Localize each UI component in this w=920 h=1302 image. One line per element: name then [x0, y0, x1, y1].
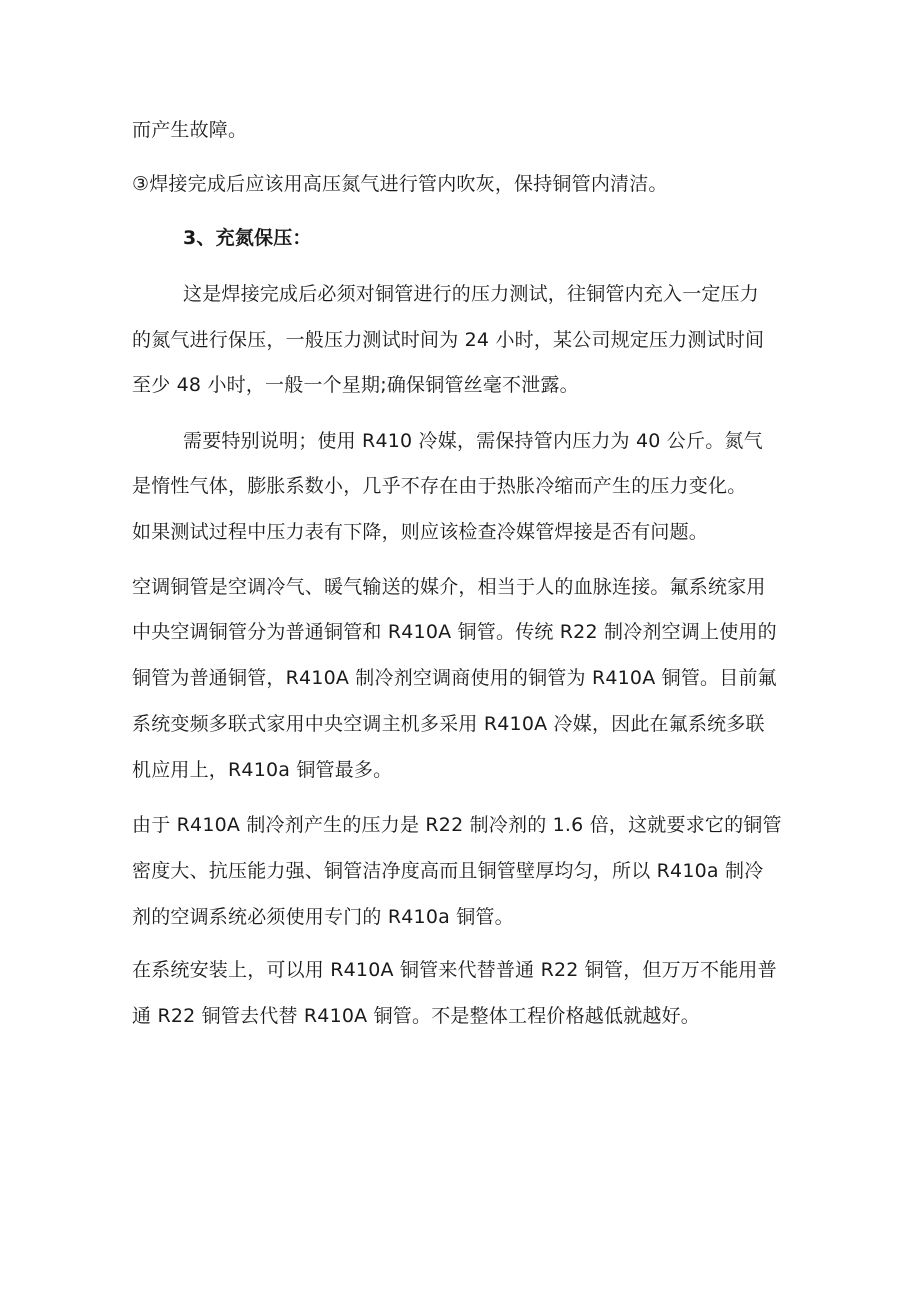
text-line: 空调铜管是空调冷气、暖气输送的媒介，相当于人的血脉连接。氟系统家用 [132, 576, 766, 598]
text-line: 剂的空调系统必须使用专门的 R410a 铜管。 [132, 906, 514, 928]
text-line: 这是焊接完成后必须对铜管进行的压力测试，往铜管内充入一定压力 [183, 283, 760, 305]
text-line: 系统变频多联式家用中央空调主机多采用 R410A 冷媒，因此在氟系统多联 [132, 713, 765, 735]
text-line: 机应用上，R410a 铜管最多。 [132, 759, 393, 781]
text-line: 通 R22 铜管去代替 R410A 铜管。不是整体工程价格越低就越好。 [132, 1005, 701, 1027]
text-line: 需要特别说明；使用 R410 冷媒，需保持管内压力为 40 公斤。氮气 [183, 430, 763, 452]
section-heading: 3、充氮保压： [183, 227, 312, 249]
text-line: 而产生故障。 [132, 119, 248, 141]
text-line: 在系统安装上，可以用 R410A 铜管来代替普通 R22 铜管，但万万不能用普 [132, 959, 777, 981]
text-line: 是惰性气体，膨胀系数小，几乎不存在由于热胀冷缩而产生的压力变化。 [132, 475, 747, 497]
text-line: 的氮气进行保压，一般压力测试时间为 24 小时，某公司规定压力测试时间 [132, 329, 765, 351]
text-line: 中央空调铜管分为普通铜管和 R410A 铜管。传统 R22 制冷剂空调上使用的 [132, 621, 777, 643]
text-line: 如果测试过程中压力表有下降，则应该检查冷媒管焊接是否有问题。 [132, 521, 709, 543]
text-line: ③焊接完成后应该用高压氮气进行管内吹灰，保持铜管内清洁。 [132, 173, 668, 195]
text-line: 密度大、抗压能力强、铜管洁净度高而且铜管壁厚均匀，所以 R410a 制冷 [132, 860, 764, 882]
text-line: 至少 48 小时，一般一个星期;确保铜管丝毫不泄露。 [132, 374, 579, 396]
text-line: 铜管为普通铜管，R410A 制冷剂空调商使用的铜管为 R410A 铜管。目前氟 [132, 667, 777, 689]
text-line: 由于 R410A 制冷剂产生的压力是 R22 制冷剂的 1.6 倍，这就要求它的铜管 [132, 814, 782, 836]
